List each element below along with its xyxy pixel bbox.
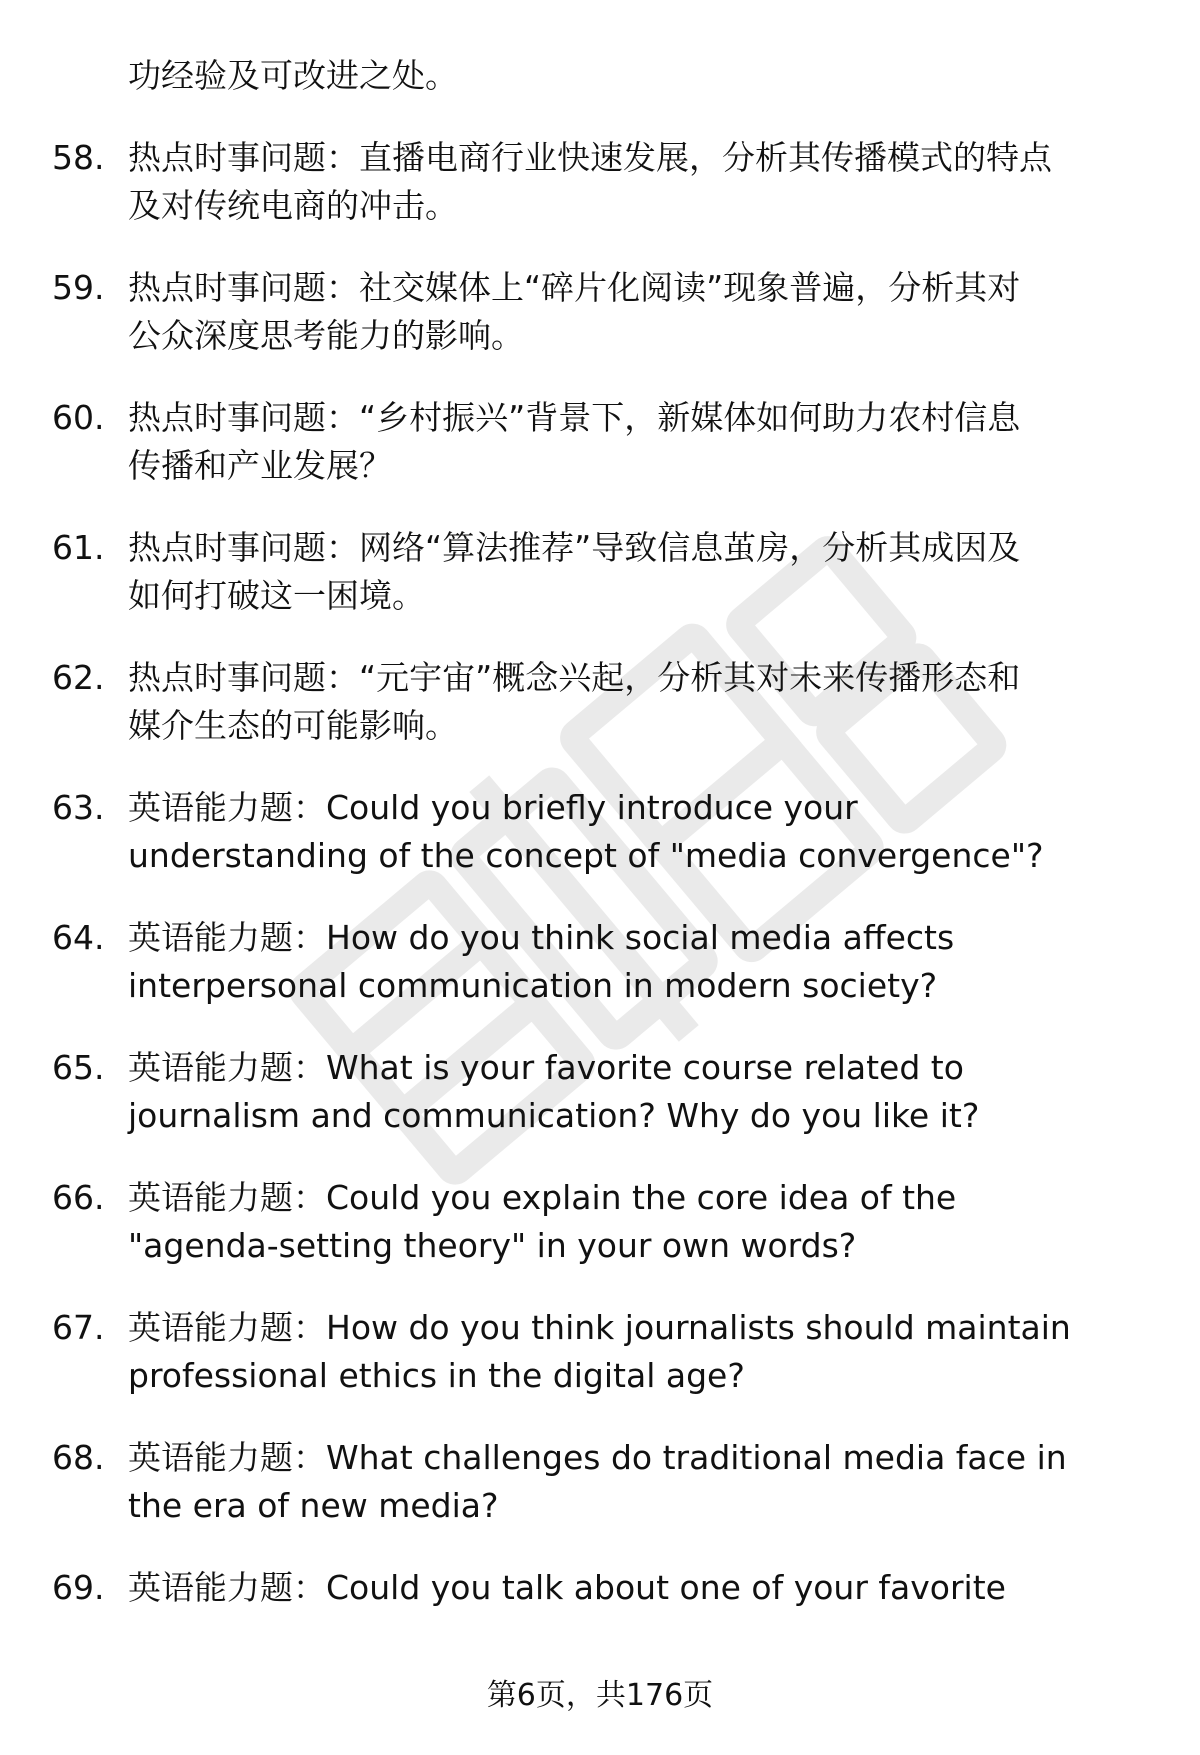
question-number: 67. — [52, 1308, 105, 1347]
question-text-line: 热点时事问题：直播电商行业快速发展，分析其传播模式的特点 — [128, 138, 1052, 177]
question-text-line: 英语能力题：Could you explain the core idea of the — [128, 1178, 957, 1217]
question-number: 58. — [52, 138, 105, 177]
question-text-line: journalism and communication? Why do you like it? — [128, 1096, 980, 1135]
question-text — [128, 1304, 1152, 1400]
question-item — [52, 264, 1152, 360]
question-text-line: 英语能力题：What challenges do traditional media face in — [128, 1438, 1067, 1477]
question-item — [52, 1564, 1152, 1612]
question-number: 68. — [52, 1438, 105, 1477]
question-text — [128, 1434, 1152, 1530]
question-item — [52, 654, 1152, 750]
question-text — [128, 1174, 1152, 1270]
question-text — [128, 654, 1152, 750]
items-container — [52, 134, 1152, 1612]
question-number: 59. — [52, 268, 105, 307]
question-number: 64. — [52, 918, 105, 957]
question-text-line: "agenda-setting theory" in your own words? — [128, 1226, 857, 1265]
question-text-line: 热点时事问题：“元宇宙”概念兴起，分析其对未来传播形态和 — [128, 658, 1021, 697]
question-text-line: interpersonal communication in modern society? — [128, 966, 938, 1005]
question-text-line: 热点时事问题：“乡村振兴”背景下，新媒体如何助力农村信息 — [128, 398, 1021, 437]
question-number: 65. — [52, 1048, 105, 1087]
question-item — [52, 784, 1152, 880]
question-number: 69. — [52, 1568, 105, 1607]
question-text-line: professional ethics in the digital age? — [128, 1356, 745, 1395]
question-item — [52, 394, 1152, 490]
question-text — [128, 1044, 1152, 1140]
question-text-line: 公众深度思考能力的影响。 — [128, 316, 524, 355]
question-text — [128, 914, 1152, 1010]
question-item — [52, 134, 1152, 230]
question-text — [128, 394, 1152, 490]
question-text — [128, 134, 1152, 230]
question-item — [52, 1304, 1152, 1400]
question-text-line: 英语能力题：Could you briefly introduce your — [128, 788, 858, 827]
question-text-line: 如何打破这一困境。 — [128, 576, 425, 615]
question-text-line: 英语能力题：What is your favorite course related to — [128, 1048, 964, 1087]
question-list — [52, 52, 1152, 1612]
question-text-line: 媒介生态的可能影响。 — [128, 706, 458, 745]
question-number: 63. — [52, 788, 105, 827]
question-text — [128, 524, 1152, 620]
question-number: 66. — [52, 1178, 105, 1217]
question-text-line: 热点时事问题：网络“算法推荐”导致信息茧房，分析其成因及 — [128, 528, 1021, 567]
question-item — [52, 1044, 1152, 1140]
question-item — [52, 1434, 1152, 1530]
question-text-line: 英语能力题：How do you think social media affects — [128, 918, 955, 957]
question-number: 60. — [52, 398, 105, 437]
question-text — [128, 264, 1152, 360]
question-item — [52, 914, 1152, 1010]
question-text-line: 及对传统电商的冲击。 — [128, 186, 458, 225]
question-number: 62. — [52, 658, 105, 697]
question-text-line: 英语能力题：How do you think journalists should maintain — [128, 1308, 1071, 1347]
page-footer: 第6页，共176页 — [486, 1678, 714, 1713]
question-text-line: understanding of the concept of "media convergence"? — [128, 836, 1044, 875]
question-item — [52, 524, 1152, 620]
question-text-line: the era of new media? — [128, 1486, 499, 1525]
continuation-text: 功经验及可改进之处。 — [128, 56, 458, 95]
question-text-line: 传播和产业发展？ — [128, 446, 392, 485]
question-text — [128, 1564, 1152, 1612]
question-item — [52, 1174, 1152, 1270]
question-text-line: 英语能力题：Could you talk about one of your favorite — [128, 1568, 1006, 1607]
question-text — [128, 784, 1152, 880]
question-text-line: 热点时事问题：社交媒体上“碎片化阅读”现象普遍，分析其对 — [128, 268, 1021, 307]
question-number: 61. — [52, 528, 105, 567]
